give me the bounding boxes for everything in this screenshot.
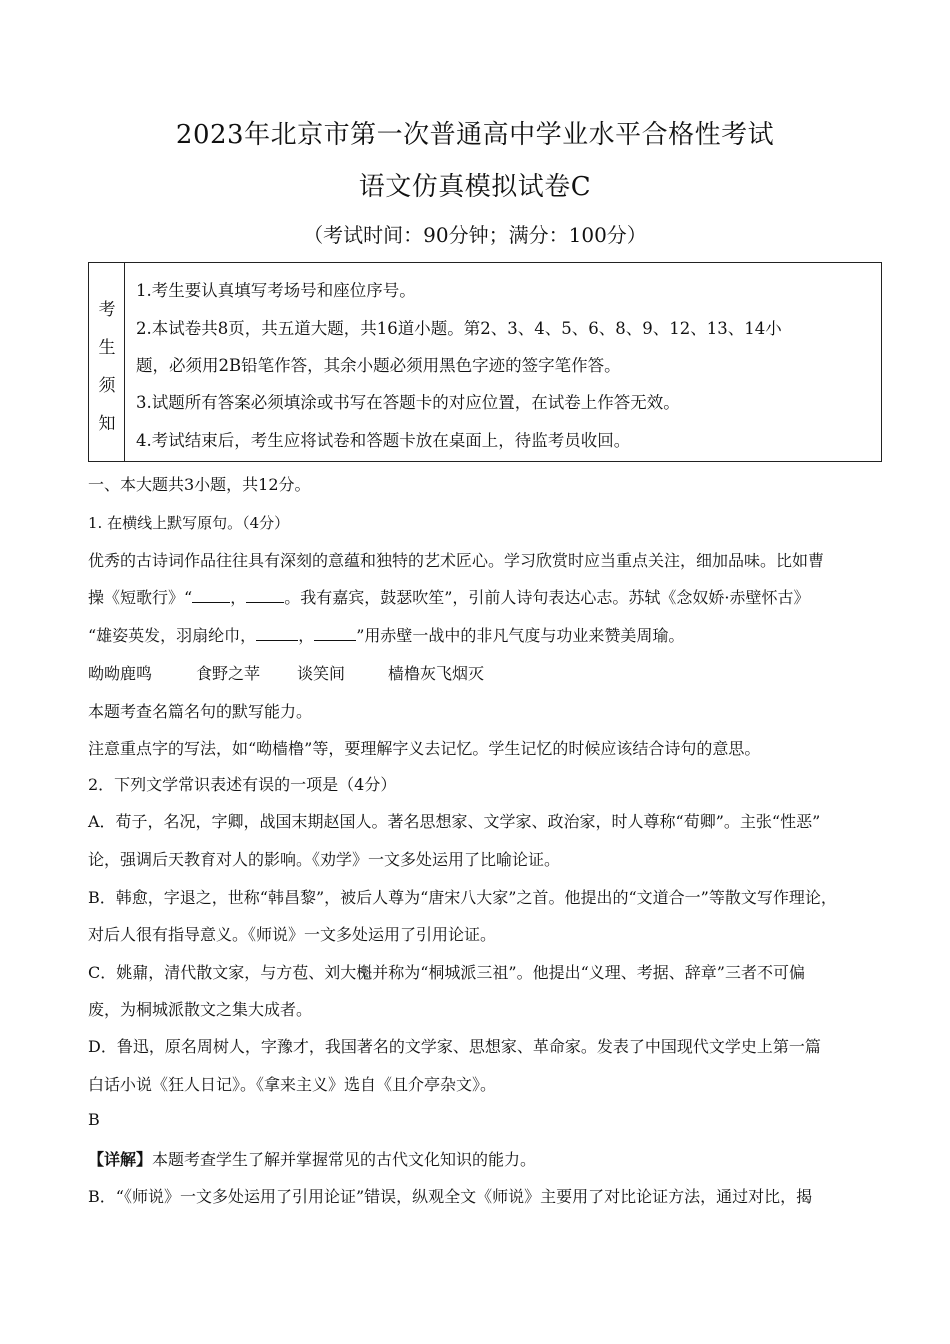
detail-text: 本题考查学生了解并掌握常见的古代文化知识的能力。: [152, 1150, 537, 1169]
notice-label-char: 生: [98, 338, 116, 358]
section-heading: 一、本大题共3小题，共12分。: [88, 475, 311, 494]
question-1-stem: [88, 623, 684, 646]
stem-text: ，: [230, 588, 247, 607]
option-c: C．姚鼐，清代散文家，与方苞、刘大櫆并称为“桐城派三祖”。他提出“义理、考据、辞章”三者不可偏: [88, 963, 805, 982]
answer-blank[interactable]: [246, 588, 284, 603]
detail-tag: 【详解】: [88, 1150, 153, 1169]
question-1-tip: 注意重点字的写法，如“呦樯橹”等，要理解字义去记忆。学生记忆的时候应该结合诗句的意思。: [88, 739, 761, 758]
stem-text: ”用赤壁一战中的非凡气度与功业来赞美周瑜。: [356, 626, 685, 645]
question-1-answer: 呦呦鹿鸣: [88, 664, 153, 683]
option-a: 论，强调后天教育对人的影响。《劝学》一文多处运用了比喻论证。: [88, 850, 561, 869]
question-1-stem: 优秀的古诗词作品往往具有深刻的意蕴和独特的艺术匠心。学习欣赏时应当重点关注，细加品味。比如曹: [88, 551, 825, 570]
answer-blank[interactable]: [314, 626, 356, 641]
notice-label-char: 考: [98, 300, 116, 320]
stem-text: 操《短歌行》“: [88, 588, 193, 607]
notice-label-char: 知: [98, 414, 116, 434]
notice-item: 3.试题所有答案必须填涂或书写在答题卡的对应位置，在试卷上作答无效。: [136, 393, 680, 412]
exam-info: （考试时间：90分钟；满分：100分）: [303, 223, 647, 247]
option-a: A．荀子，名况，字卿，战国末期赵国人。著名思想家、文学家、政治家，时人尊称“荀卿”。主张“性恶”: [88, 812, 821, 831]
exam-title: 2023年北京市第一次普通高中学业水平合格性考试: [175, 120, 775, 150]
exam-subtitle: 语文仿真模拟试卷C: [358, 172, 592, 202]
notice-item: 4.考试结束后，考生应将试卷和答题卡放在桌面上，待监考员收回。: [136, 431, 631, 450]
option-d: 白话小说《狂人日记》。《拿来主义》选自《且介亭杂文》。: [88, 1075, 497, 1094]
answer-blank[interactable]: [192, 588, 230, 603]
question-1-title: 1. 在横线上默写原句。（4分）: [88, 514, 290, 532]
question-1-analysis: 本题考查名篇名句的默写能力。: [88, 702, 313, 721]
question-1-answer: 食野之苹: [196, 664, 261, 683]
question-2-title: 2．下列文学常识表述有误的一项是（4分）: [88, 775, 397, 794]
answer-blank[interactable]: [256, 626, 298, 641]
question-2-detail: [88, 1147, 536, 1170]
option-b: B．韩愈，字退之，世称“韩昌黎”，被后人尊为“唐宋八大家”之首。他提出的“文道合一”等散文写作理论，: [88, 888, 837, 907]
question-2-detail-b: B．“《师说》一文多处运用了引用论证”错误，纵观全文《师说》主要用了对比论证方法，通过对比，揭: [88, 1187, 813, 1206]
notice-item: 题，必须用2B铅笔作答，其余小题必须用黑色字迹的签字笔作答。: [136, 356, 621, 375]
notice-label-char: 须: [98, 376, 116, 396]
option-c: 废，为桐城派散文之集大成者。: [88, 1000, 313, 1019]
notice-item: 1.考生要认真填写考场号和座位序号。: [136, 281, 416, 300]
question-1-stem: [88, 585, 809, 608]
option-b: 对后人很有指导意义。《师说》一文多处运用了引用论证。: [88, 925, 497, 944]
option-d: D．鲁迅，原名周树人，字豫才，我国著名的文学家、思想家、革命家。发表了中国现代文学史上第一篇: [88, 1037, 821, 1056]
question-2-answer: B: [88, 1110, 100, 1129]
question-1-answer: 谈笑间: [297, 664, 346, 683]
question-1-answer: 樯橹灰飞烟灭: [388, 664, 485, 683]
stem-text: “雄姿英发，羽扇纶巾，: [88, 626, 257, 645]
stem-text: 。我有嘉宾，鼓瑟吹笙”，引前人诗句表达心志。苏轼《念奴娇·赤壁怀古》: [284, 588, 810, 607]
notice-item: 2.本试卷共8页，共五道大题，共16道小题。第2、3、4、5、6、8、9、12、13、14小: [136, 319, 782, 338]
notice-label: [89, 263, 125, 461]
stem-text: ，: [298, 626, 315, 645]
notice-box: [88, 262, 882, 462]
